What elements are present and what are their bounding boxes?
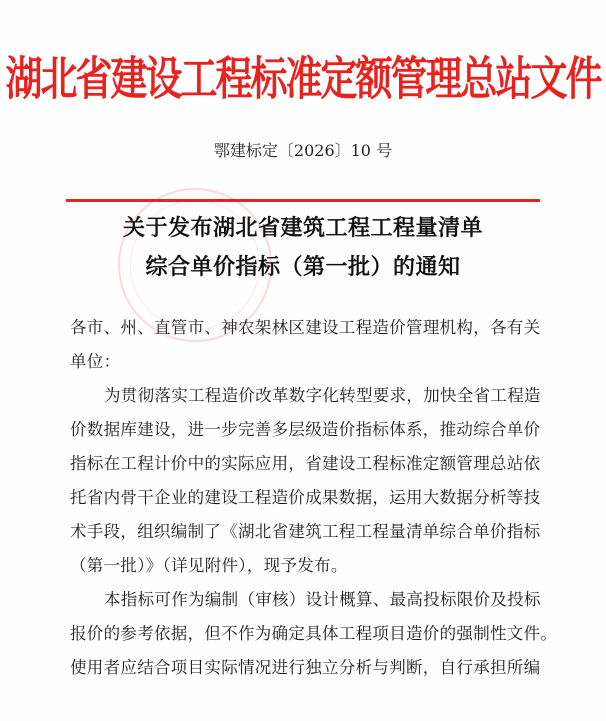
paragraph-1-line-4: 托省内骨干企业的建设工程造价成果数据，运用大数据分析等技 — [70, 488, 541, 507]
red-divider-line — [66, 199, 540, 202]
paragraph-2-line-2: 报价的参考依据，但不作为确定具体工程项目造价的强制性文件。 — [70, 624, 558, 643]
paragraph-1-line-5: 术手段，组织编制了《湖北省建筑工程工程量清单综合单价指标 — [70, 522, 541, 541]
paragraph-1-line-6: （第一批）》（详见附件），现予发布。 — [70, 556, 348, 575]
paragraph-2-line-1: 本指标可作为编制（审核）设计概算、最高投标限价及投标 — [104, 590, 541, 609]
paragraph-1-line-3: 指标在工程计价中的实际应用，省建设工程标准定额管理总站依 — [70, 454, 541, 473]
addressee-line-1: 各市、州、直管市、神农架林区建设工程造价管理机构，各有关 — [70, 318, 541, 337]
paragraph-1-line-2: 价数据库建设，进一步完善多层级造价指标体系，推动综合单价 — [70, 420, 541, 439]
paragraph-1-line-1: 为贯彻落实工程造价改革数字化转型要求，加快全省工程造 — [104, 386, 541, 405]
addressee-line-2: 单位： — [70, 352, 121, 371]
document-number: 鄂建标定〔2026〕10 号 — [213, 141, 393, 160]
notice-title-line-2: 综合单价指标（第一批）的通知 — [145, 255, 461, 280]
red-masthead: 湖北省建设工程标准定额管理总站文件 — [5, 52, 601, 106]
notice-title-line-1: 关于发布湖北省建筑工程工程量清单 — [122, 216, 483, 241]
paragraph-2-line-3: 使用者应结合项目实际情况进行独立分析与判断，自行承担所编 — [70, 658, 541, 677]
